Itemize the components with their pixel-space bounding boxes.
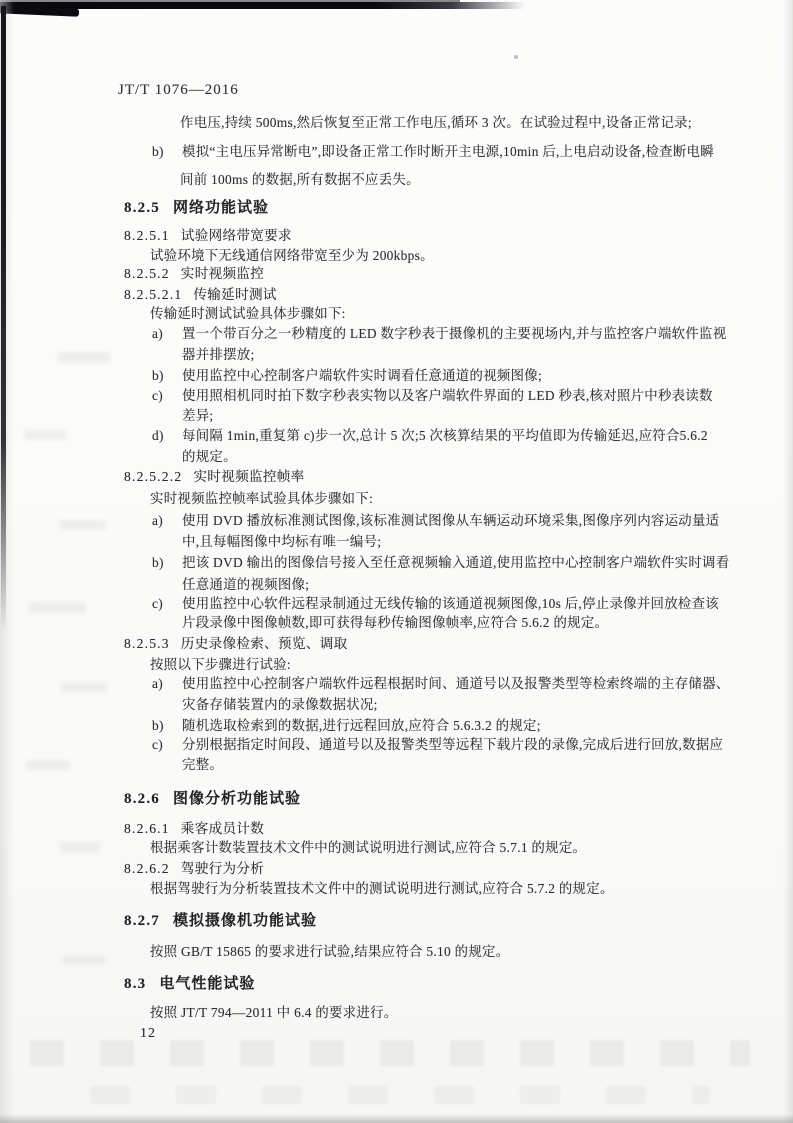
paragraph-continuation: 作电压,持续 500ms,然后恢复至正常工作电压,循环 3 次。在试验过程中,设备正常记录; <box>180 115 692 130</box>
list-item-text: 分别根据指定时间段、通道号以及报警类型等远程下载片段的录像,完成后进行回放,数据应 <box>182 737 724 752</box>
list-item-text: 每间隔 1min,重复第 c)步一次,总计 5 次;5 次核算结果的平均值即为传输延迟,应符合5.6.2 <box>182 428 708 443</box>
list-item-text: 使用监控中心控制客户端软件远程根据时间、通道号以及报警类型等检索终端的主存储器、 <box>182 676 730 691</box>
heading-title: 驾驶行为分析 <box>180 861 265 876</box>
heading-8-2-6-2 <box>124 861 264 877</box>
list-item-text: 把该 DVD 输出的图像信号接入至任意视频输入通道,使用监控中心控制客户端软件实时调看 <box>182 555 730 570</box>
heading-number: 8.2.6 <box>124 791 160 807</box>
paragraph: 试验环境下无线通信网络带宽至少为 200kbps。 <box>150 248 434 263</box>
list-item <box>152 555 729 570</box>
paragraph: 按照以下步骤进行试验: <box>150 657 291 672</box>
heading-number: 8.2.5.3 <box>124 636 170 651</box>
list-item-text: 模拟“主电压异常断电”,即设备正常工作时断开主电源,10min 后,上电启动设备,检查断电瞬 <box>182 144 714 159</box>
heading-title: 模拟摄像机功能试验 <box>173 913 318 929</box>
scan-smudge <box>24 430 66 440</box>
heading-title: 实时视频监控帧率 <box>193 469 305 484</box>
heading-8-2-6 <box>124 791 301 808</box>
scan-edge-top-line <box>0 0 460 3</box>
list-item <box>152 144 714 159</box>
scan-smudge <box>62 955 106 965</box>
list-item-continuation: 中,且每幅图像中均标有唯一编号; <box>182 534 382 549</box>
list-marker: d) <box>152 428 164 443</box>
scan-edge-left-line <box>1 6 6 631</box>
heading-number: 8.2.6.1 <box>124 821 170 836</box>
list-item <box>152 718 541 733</box>
list-item <box>152 676 730 691</box>
list-item <box>152 513 719 528</box>
paragraph: 根据驾驶行为分析装置技术文件中的测试说明进行测试,应符合 5.7.2 的规定。 <box>150 881 614 896</box>
list-item <box>152 428 708 443</box>
heading-title: 试验网络带宽要求 <box>180 228 292 243</box>
heading-title: 历史录像检索、预览、调取 <box>180 636 348 651</box>
list-item <box>152 737 723 752</box>
heading-8-2-7 <box>124 913 317 930</box>
heading-number: 8.2.5.2 <box>124 266 170 281</box>
heading-8-2-5-2-2 <box>124 469 305 485</box>
heading-title: 传输延时测试 <box>193 287 277 302</box>
list-item-text: 使用照相机同时拍下数字秒表实物以及客户端软件界面的 LED 秒表,核对照片中秒表读数 <box>182 388 713 403</box>
list-item-continuation: 器并排摆放; <box>182 347 255 362</box>
scan-edge-corner-wedge <box>0 5 79 17</box>
heading-number: 8.2.5.2.2 <box>124 469 183 484</box>
list-item <box>152 388 713 403</box>
heading-number: 8.2.7 <box>124 913 160 929</box>
heading-8-3 <box>124 976 255 993</box>
scan-shadow-bottom-band <box>0 1114 793 1123</box>
paragraph: 根据乘客计数装置技术文件中的测试说明进行测试,应符合 5.7.1 的规定。 <box>150 840 587 855</box>
list-item-text: 使用 DVD 播放标准测试图像,该标准测试图像从车辆运动环境采集,图像序列内容运动量适 <box>182 513 720 528</box>
list-marker: a) <box>152 676 164 691</box>
scan-smudge <box>60 520 106 530</box>
heading-8-2-5-3 <box>124 636 348 652</box>
heading-number: 8.2.5.2.1 <box>124 287 183 302</box>
heading-title: 网络功能试验 <box>173 200 270 216</box>
scan-shadow-right-band <box>783 0 793 1123</box>
scan-mottling <box>90 1086 710 1104</box>
list-marker: b) <box>152 555 164 570</box>
list-marker: c) <box>152 596 164 611</box>
paragraph: 按照 JT/T 794—2011 中 6.4 的要求进行。 <box>150 1005 398 1020</box>
scan-smudge <box>28 602 86 613</box>
heading-number: 8.2.5.1 <box>124 228 170 243</box>
list-item-text: 随机选取检索到的数据,进行远程回放,应符合 5.6.3.2 的规定; <box>182 718 541 733</box>
list-marker: b) <box>152 718 164 733</box>
scan-speck <box>514 55 518 59</box>
heading-8-2-5-2-1 <box>124 287 277 303</box>
list-marker: c) <box>152 737 164 752</box>
list-item-continuation: 片段录像中图像帧数,即可获得每秒传输图像帧率,应符合 5.6.2 的规定。 <box>182 615 609 630</box>
heading-8-2-5-1 <box>124 228 292 244</box>
scan-shadow-left-band <box>0 0 14 1123</box>
heading-title: 图像分析功能试验 <box>173 791 302 807</box>
heading-number: 8.2.6.2 <box>124 861 170 876</box>
list-item-continuation: 灾备存储装置内的录像数据状况; <box>182 697 378 712</box>
heading-8-2-5 <box>124 200 269 217</box>
list-item <box>152 368 542 383</box>
heading-title: 实时视频监控 <box>180 266 265 281</box>
scan-smudge <box>26 760 70 770</box>
list-marker: a) <box>152 513 164 528</box>
list-marker: a) <box>152 326 164 341</box>
paragraph: 实时视频监控帧率试验具体步骤如下: <box>150 491 374 506</box>
list-item-continuation: 任意通道的视频图像; <box>182 577 310 592</box>
list-marker: c) <box>152 388 164 403</box>
page-number: 12 <box>140 1026 156 1041</box>
running-header-standard-number: JT/T 1076—2016 <box>118 82 239 98</box>
heading-8-2-5-2 <box>124 266 264 282</box>
scan-smudge <box>58 352 110 363</box>
list-marker: b) <box>152 144 164 159</box>
list-item-continuation: 差异; <box>182 408 214 423</box>
scan-mottling <box>30 1040 750 1066</box>
paragraph: 传输延时测试试验具体步骤如下: <box>150 306 346 321</box>
heading-8-2-6-1 <box>124 821 264 837</box>
list-marker: b) <box>152 368 164 383</box>
list-item-continuation: 的规定。 <box>182 449 237 464</box>
scan-smudge <box>60 682 108 692</box>
scan-smudge <box>60 842 100 852</box>
list-item <box>152 326 726 341</box>
heading-number: 8.3 <box>124 976 147 992</box>
list-item <box>152 596 719 611</box>
heading-title: 乘客成员计数 <box>180 821 265 836</box>
list-item-text: 置一个带百分之一秒精度的 LED 数字秒表于摄像机的主要视场内,并与监控客户端软件监视 <box>182 326 727 341</box>
paragraph: 按照 GB/T 15865 的要求进行试验,结果应符合 5.10 的规定。 <box>150 944 510 959</box>
list-item-text: 使用监控中心软件远程录制通过无线传输的该通道视频图像,10s 后,停止录像并回放检查该 <box>182 596 719 611</box>
list-item-continuation: 完整。 <box>182 757 224 772</box>
heading-title: 电气性能试验 <box>159 976 256 992</box>
paragraph-continuation: 间前 100ms 的数据,所有数据不应丢失。 <box>180 172 420 187</box>
list-item-text: 使用监控中心控制客户端软件实时调看任意通道的视频图像; <box>182 368 542 383</box>
scan-edge-top-bar <box>0 2 525 9</box>
heading-number: 8.2.5 <box>124 200 160 216</box>
